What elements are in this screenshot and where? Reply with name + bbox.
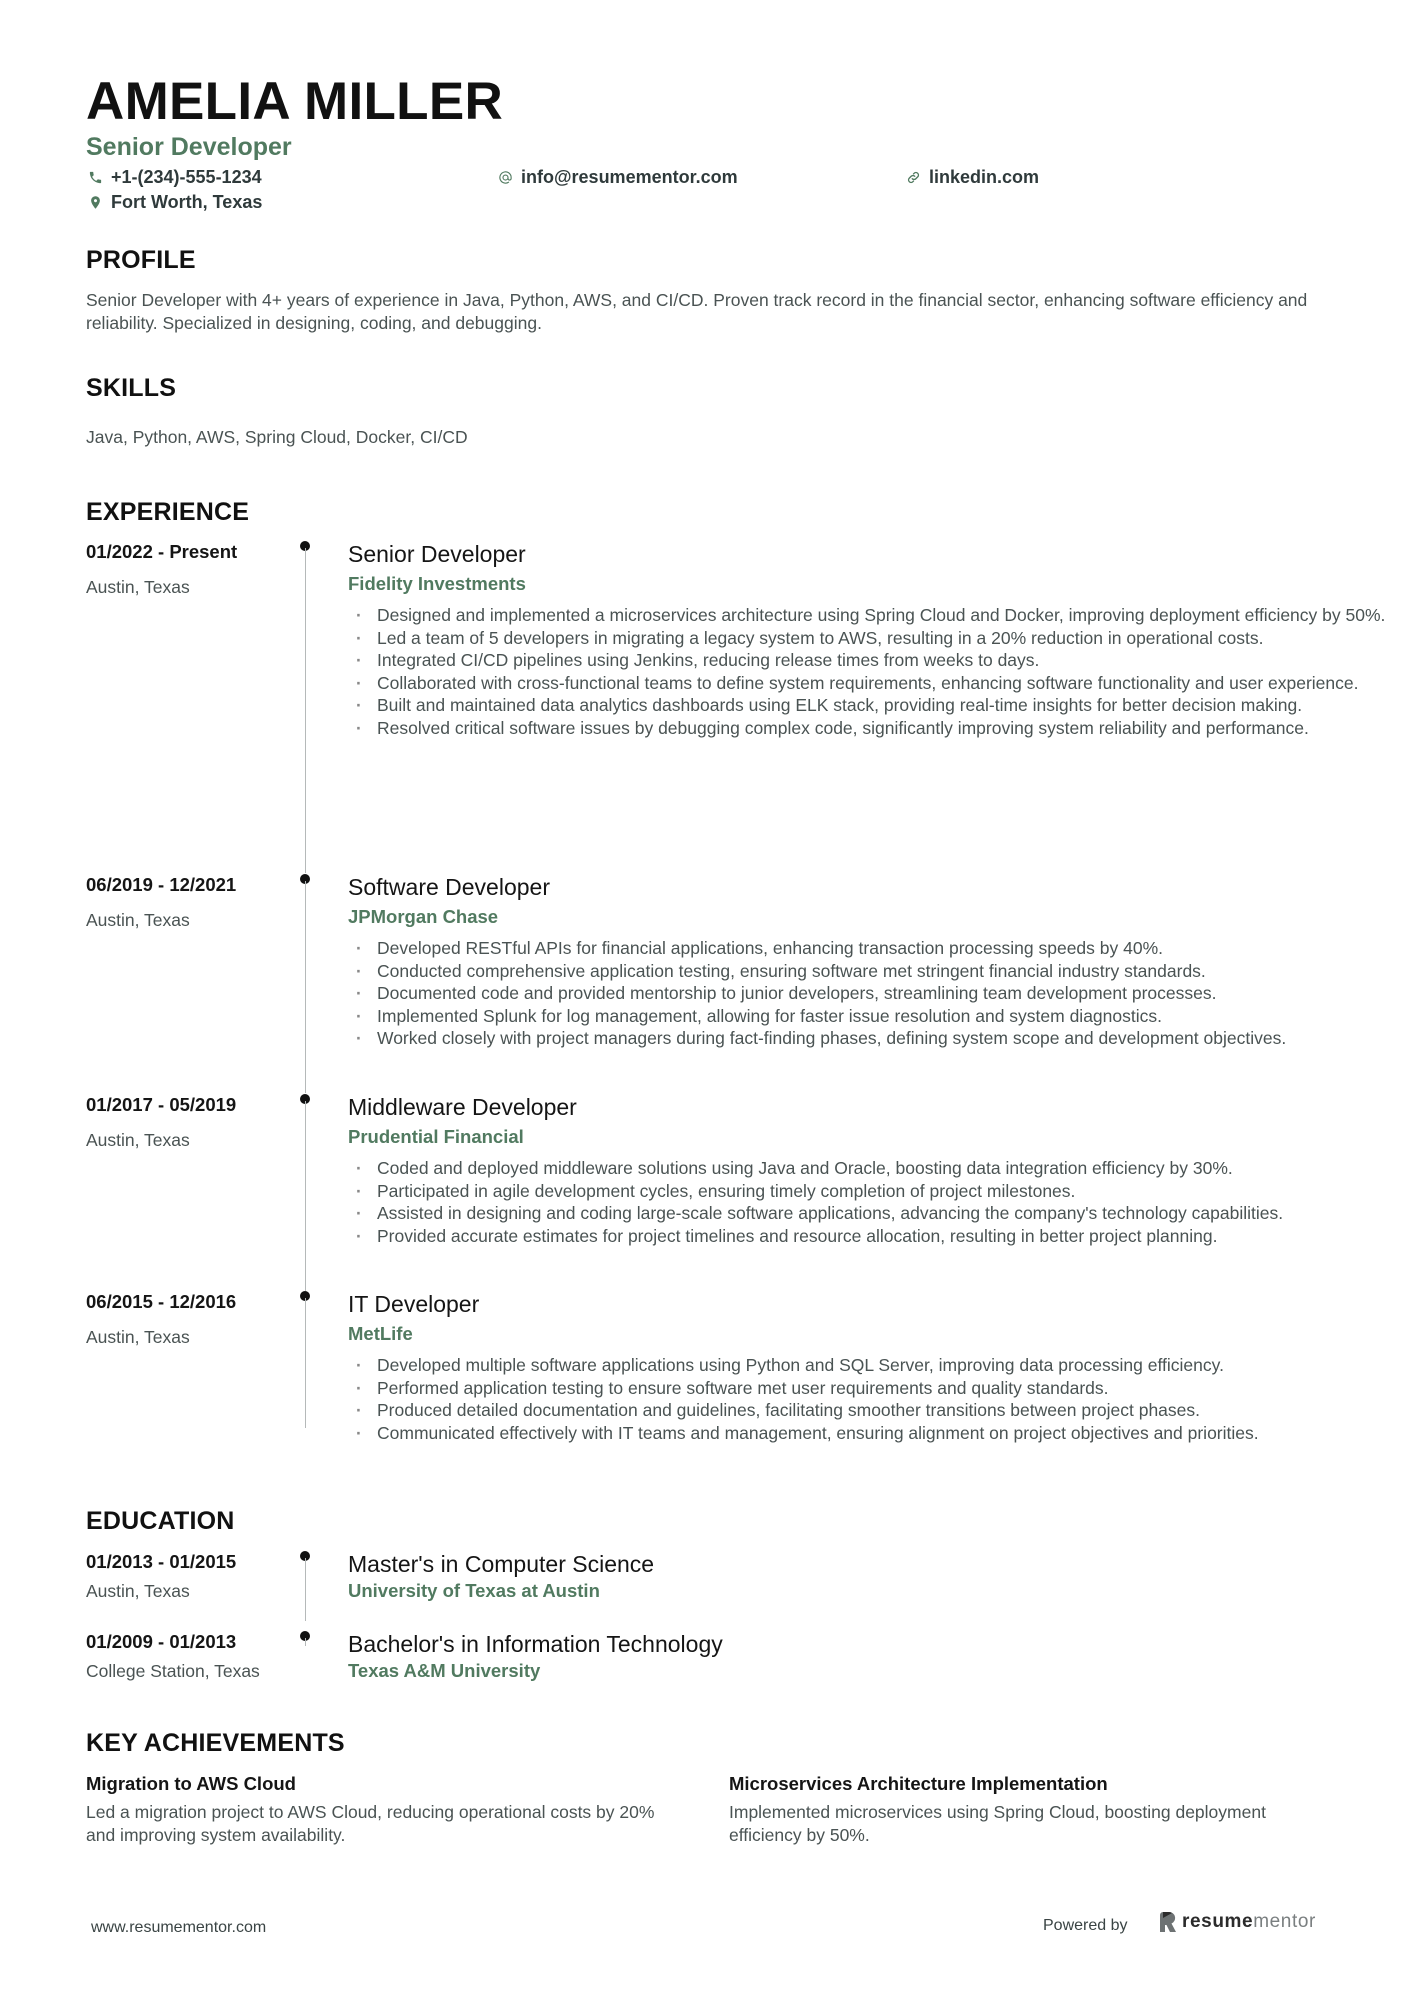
bullet: · Resolved critical software issues by debugging complex code, significantly improving system reliability and performance. [348,717,1410,740]
bullet: · Developed RESTful APIs for financial applications, enhancing transaction processing speeds by 40%. [348,937,1410,960]
bullet: · Developed multiple software applications using Python and SQL Server, improving data processing efficiency. [348,1354,1410,1377]
experience-dates: 01/2022 - Present [86,541,238,562]
timeline-line [305,1298,307,1428]
education-content [348,1550,1410,1603]
contact-location [86,191,262,213]
education-school: University of Texas at Austin [348,1580,600,1601]
experience-content [348,540,1410,740]
bullet: · Implemented Splunk for log management, allowing for faster issue resolution and system diagnostics. [348,1005,1410,1028]
bullet: · Provided accurate estimates for project timelines and resource allocation, resulting in better project planning. [348,1225,1410,1248]
contact-email[interactable] [496,166,738,188]
bullet: · Assisted in designing and coding large-scale software applications, advancing the company's technology capabilities. [348,1202,1410,1225]
achievements-heading: KEY ACHIEVEMENTS [86,1729,345,1757]
experience-bullets [348,604,1410,740]
achievement-title: Microservices Architecture Implementation [729,1773,1108,1794]
at-icon [496,168,514,186]
education-location: College Station, Texas [86,1661,260,1681]
footer-url[interactable]: www.resumementor.com [91,1919,267,1936]
timeline-line [305,1558,307,1621]
experience-dates: 01/2017 - 05/2019 [86,1094,237,1115]
experience-location: Austin, Texas [86,577,190,597]
experience-company: JPMorgan Chase [348,906,499,927]
map-pin-icon [86,193,104,211]
bullet: · Led a team of 5 developers in migrating a legacy system to AWS, resulting in a 20% reduction in operational costs. [348,627,1410,650]
achievement-text: Implemented microservices using Spring Cloud, boosting deployment efficiency by 50%. [729,1802,1266,1845]
achievement-title: Migration to AWS Cloud [86,1773,296,1794]
brand-logo[interactable] [1160,1910,1316,1934]
brand-text-bold: resume [1182,1911,1254,1932]
experience-location: Austin, Texas [86,1327,190,1347]
education-heading: EDUCATION [86,1507,235,1535]
timeline-line [305,1638,307,1646]
brand-text-light: mentor [1253,1911,1316,1932]
location-text: Fort Worth, Texas [111,192,263,212]
achievement-item [86,1772,676,1847]
experience-company: Prudential Financial [348,1126,524,1147]
bullet: · Designed and implemented a microservices architecture using Spring Cloud and Docker, improving deployment efficiency by 50%. [348,604,1410,627]
powered-by-label: Powered by [1043,1917,1128,1934]
phone-text: +1-(234)-555-1234 [111,167,262,187]
education-degree: Bachelor's in Information Technology [348,1631,723,1657]
experience-role: Middleware Developer [348,1094,577,1120]
education-dates: 01/2013 - 01/2015 [86,1551,237,1572]
experience-bullets [348,1354,1410,1444]
linkedin-text: linkedin.com [929,167,1040,187]
email-text: info@resumementor.com [521,167,738,187]
timeline-line [305,548,307,873]
education-location: Austin, Texas [86,1581,190,1601]
experience-company: MetLife [348,1323,413,1344]
bullet: · Produced detailed documentation and guidelines, facilitating smoother transitions between project phases. [348,1399,1410,1422]
experience-bullets [348,1157,1410,1247]
contact-linkedin[interactable] [904,166,1039,188]
timeline-line [305,881,307,1093]
education-degree: Master's in Computer Science [348,1551,655,1577]
education-dates: 01/2009 - 01/2013 [86,1631,237,1652]
experience-role: IT Developer [348,1291,480,1317]
bullet: · Built and maintained data analytics dashboards using ELK stack, providing real-time insights for better decision making. [348,694,1410,717]
experience-content [348,1290,1410,1444]
experience-content [348,1093,1410,1247]
experience-company: Fidelity Investments [348,573,526,594]
experience-location: Austin, Texas [86,910,190,930]
candidate-name: AMELIA MILLER [86,72,504,131]
experience-content [348,873,1410,1050]
experience-role: Software Developer [348,874,550,900]
bullet: · Coded and deployed middleware solutions using Java and Oracle, boosting data integration efficiency by 30%. [348,1157,1410,1180]
bullet: · Performed application testing to ensure software met user requirements and quality standards. [348,1377,1410,1400]
timeline-line [305,1101,307,1291]
experience-dates: 06/2015 - 12/2016 [86,1291,237,1312]
bullet: · Conducted comprehensive application testing, ensuring software met stringent financial industry standards. [348,960,1410,983]
achievement-text: Led a migration project to AWS Cloud, reducing operational costs by 20% and improving system availability. [86,1802,655,1845]
education-content [348,1630,1410,1683]
bullet: · Communicated effectively with IT teams and management, ensuring alignment on project objectives and priorities. [348,1422,1410,1445]
experience-dates: 06/2019 - 12/2021 [86,874,237,895]
skills-heading: SKILLS [86,374,177,402]
phone-icon [86,168,104,186]
skills-text: Java, Python, AWS, Spring Cloud, Docker, CI/CD [86,427,468,447]
contact-phone[interactable] [86,166,262,188]
experience-heading: EXPERIENCE [86,498,250,526]
bullet: · Worked closely with project managers during fact-finding phases, defining system scope and development objectives. [348,1027,1410,1050]
resumementor-logo-icon [1160,1912,1176,1932]
profile-heading: PROFILE [86,246,196,274]
link-icon [904,168,922,186]
bullet: · Integrated CI/CD pipelines using Jenkins, reducing release times from weeks to days. [348,649,1410,672]
bullet: · Participated in agile development cycles, ensuring timely completion of project milestones. [348,1180,1410,1203]
bullet: · Documented code and provided mentorship to junior developers, streamlining team development processes. [348,982,1410,1005]
experience-role: Senior Developer [348,541,526,567]
education-school: Texas A&M University [348,1660,541,1681]
bullet: · Collaborated with cross-functional teams to define system requirements, enhancing software functionality and user experience. [348,672,1410,695]
experience-bullets [348,937,1410,1050]
candidate-title: Senior Developer [86,133,292,161]
profile-text: Senior Developer with 4+ years of experience in Java, Python, AWS, and CI/CD. Proven track record in the financial sector, enhancing software efficiency and reliability. Specialized in designing, coding, and debugging. [86,290,1308,333]
achievement-item [729,1772,1319,1847]
experience-location: Austin, Texas [86,1130,190,1150]
